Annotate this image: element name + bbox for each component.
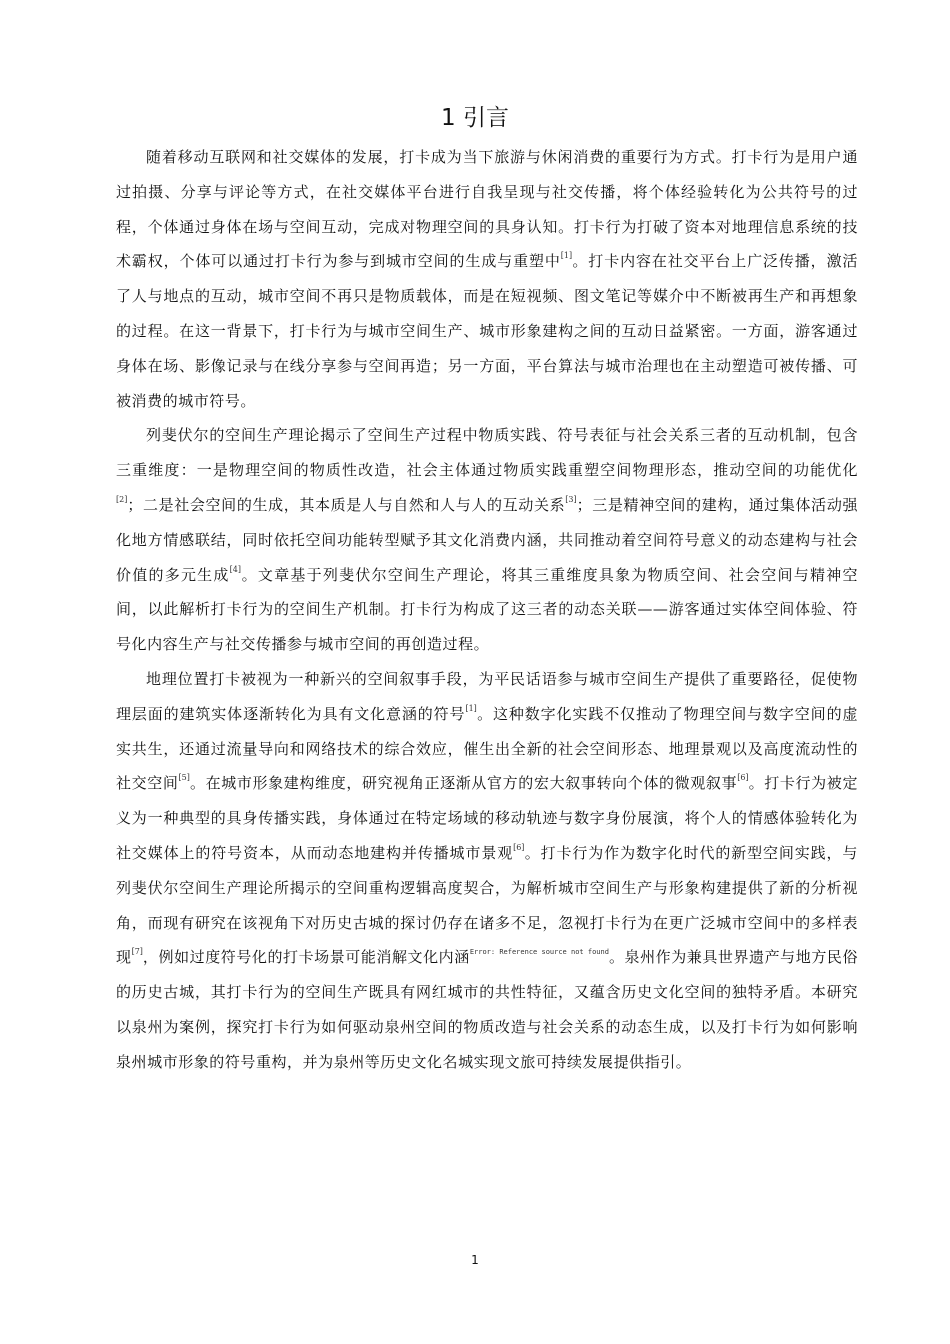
paragraph-1-text-1: 随着移动互联网和社交媒体的发展，打卡成为当下旅游与休闲消费的重要行为方式。打卡行为是用户通过拍摄、分享与评论等方式，在社交媒体平台进行自我呈现与社交传播，将个体经验转化为公共符号的过程，个体通过身体在场与空间互动，完成对物理空间的具身认知。打卡行为打破了资本对地理信息系统的技术霸权，个体可以通过打卡行为参与到城市空间的生成与重塑中	[116, 148, 858, 271]
citation-2[interactable]: [2]	[116, 494, 128, 504]
citation-1[interactable]: [1]	[560, 251, 573, 261]
section-body	[116, 140, 858, 1080]
citation-7[interactable]: [7]	[131, 947, 143, 957]
paragraph-3-text-2: 。这种数字化实践不仅推动了物理空间与数字空间的虚实共生，还通过流量导向和网络技术的综合效应，催生出全新的社会空间形态、地理景观以及高度流动性的社交空间	[116, 704, 859, 793]
paragraph-3-text-6: ，例如过度符号化的打卡场景可能消解文化内涵	[142, 948, 470, 967]
page-number: 1	[471, 1253, 479, 1267]
paragraph-3	[116, 662, 858, 1080]
paragraph-3-text-5: 。打卡行为作为数字化时代的新型空间实践，与列斐伏尔空间生产理论所揭示的空间重构逻辑高度契合，为解析城市空间生产与形象构建提供了新的分析视角，而现有研究在该视角下对历史古城的探讨仍存在诸多不足，忽视打卡行为在更广泛城市空间中的多样表现	[116, 843, 858, 967]
paragraph-3-text-7: 。泉州作为兼具世界遗产与地方民俗的历史古城，其打卡行为的空间生产既具有网红城市的共性特征，又蕴含历史文化空间的独特矛盾。本研究以泉州为案例，探究打卡行为如何驱动泉州空间的物质改造与社会关系的动态生成，以及打卡行为如何影响泉州城市形象的符号重构，并为泉州等历史文化名城实现文旅可持续发展提供指引。	[116, 948, 858, 1071]
citation-4[interactable]: [4]	[229, 564, 241, 574]
citation-3[interactable]: [3]	[565, 494, 577, 504]
paragraph-2	[116, 418, 858, 662]
paragraph-3-text-4: 。打卡行为被定义为一种典型的具身传播实践，身体通过在特定场域的移动轨迹与数字身份展演，将个人的情感体验转化为社交媒体上的符号资本，从而动态地建构并传播城市景观	[116, 774, 858, 862]
paragraph-3-text-3: 。在城市形象建构维度，研究视角正逐渐从官方的宏大叙事转向个体的微观叙事	[189, 774, 738, 793]
paragraph-2-text-3: ；三是精神空间的建构，通过集体活动强化地方情感联结，同时依托空间功能转型赋予其文化消费内涵，共同推动着空间符号意义的动态建构与社会价值的多元生成	[116, 495, 859, 584]
paragraph-2-text-4: 。文章基于列斐伏尔空间生产理论，将其三重维度具象为物质空间、社会空间与精神空间，以此解析打卡行为的空间生产机制。打卡行为构成了这三者的动态关联——游客通过实体空间体验、符号化内容生产与社交传播参与城市空间的再创造过程。	[116, 565, 858, 654]
reference-error-field: Error: Reference source not found	[469, 948, 609, 957]
section-title: 1 引言	[441, 105, 509, 131]
paragraph-3-text-1: 地理位置打卡被视为一种新兴的空间叙事手段，为平民话语参与城市空间生产提供了重要路径，促使物理层面的建筑实体逐渐转化为具有文化意涵的符号	[116, 669, 858, 723]
citation-5[interactable]: [5]	[178, 773, 190, 783]
paragraph-2-text-1: 列斐伏尔的空间生产理论揭示了空间生产过程中物质实践、符号表征与社会关系三者的互动机制，包含三重维度：一是物理空间的物质性改造，社会主体通过物质实践重塑空间物理形态，推动空间的功能优化	[116, 426, 858, 480]
paragraph-1	[116, 140, 858, 418]
citation-6[interactable]: [6]	[737, 773, 749, 783]
paragraph-1-text-2: 。打卡内容在社交平台上广泛传播，激活了人与地点的互动，城市空间不再只是物质载体，而是在短视频、图文笔记等媒介中不断被再生产和再想象的过程。在这一背景下，打卡行为与城市空间生产、城市形象建构之间的互动日益紧密。一方面，游客通过身体在场、影像记录与在线分享参与空间再造；另一方面，平台算法与城市治理也在主动塑造可被传播、可被消费的城市符号。	[116, 252, 858, 410]
paragraph-2-text-2: ；二是社会空间的生成，其本质是人与自然和人与人的互动关系	[127, 495, 566, 514]
citation-6-repeat[interactable]: [6]	[513, 842, 525, 852]
citation-1-repeat[interactable]: [1]	[465, 703, 477, 713]
